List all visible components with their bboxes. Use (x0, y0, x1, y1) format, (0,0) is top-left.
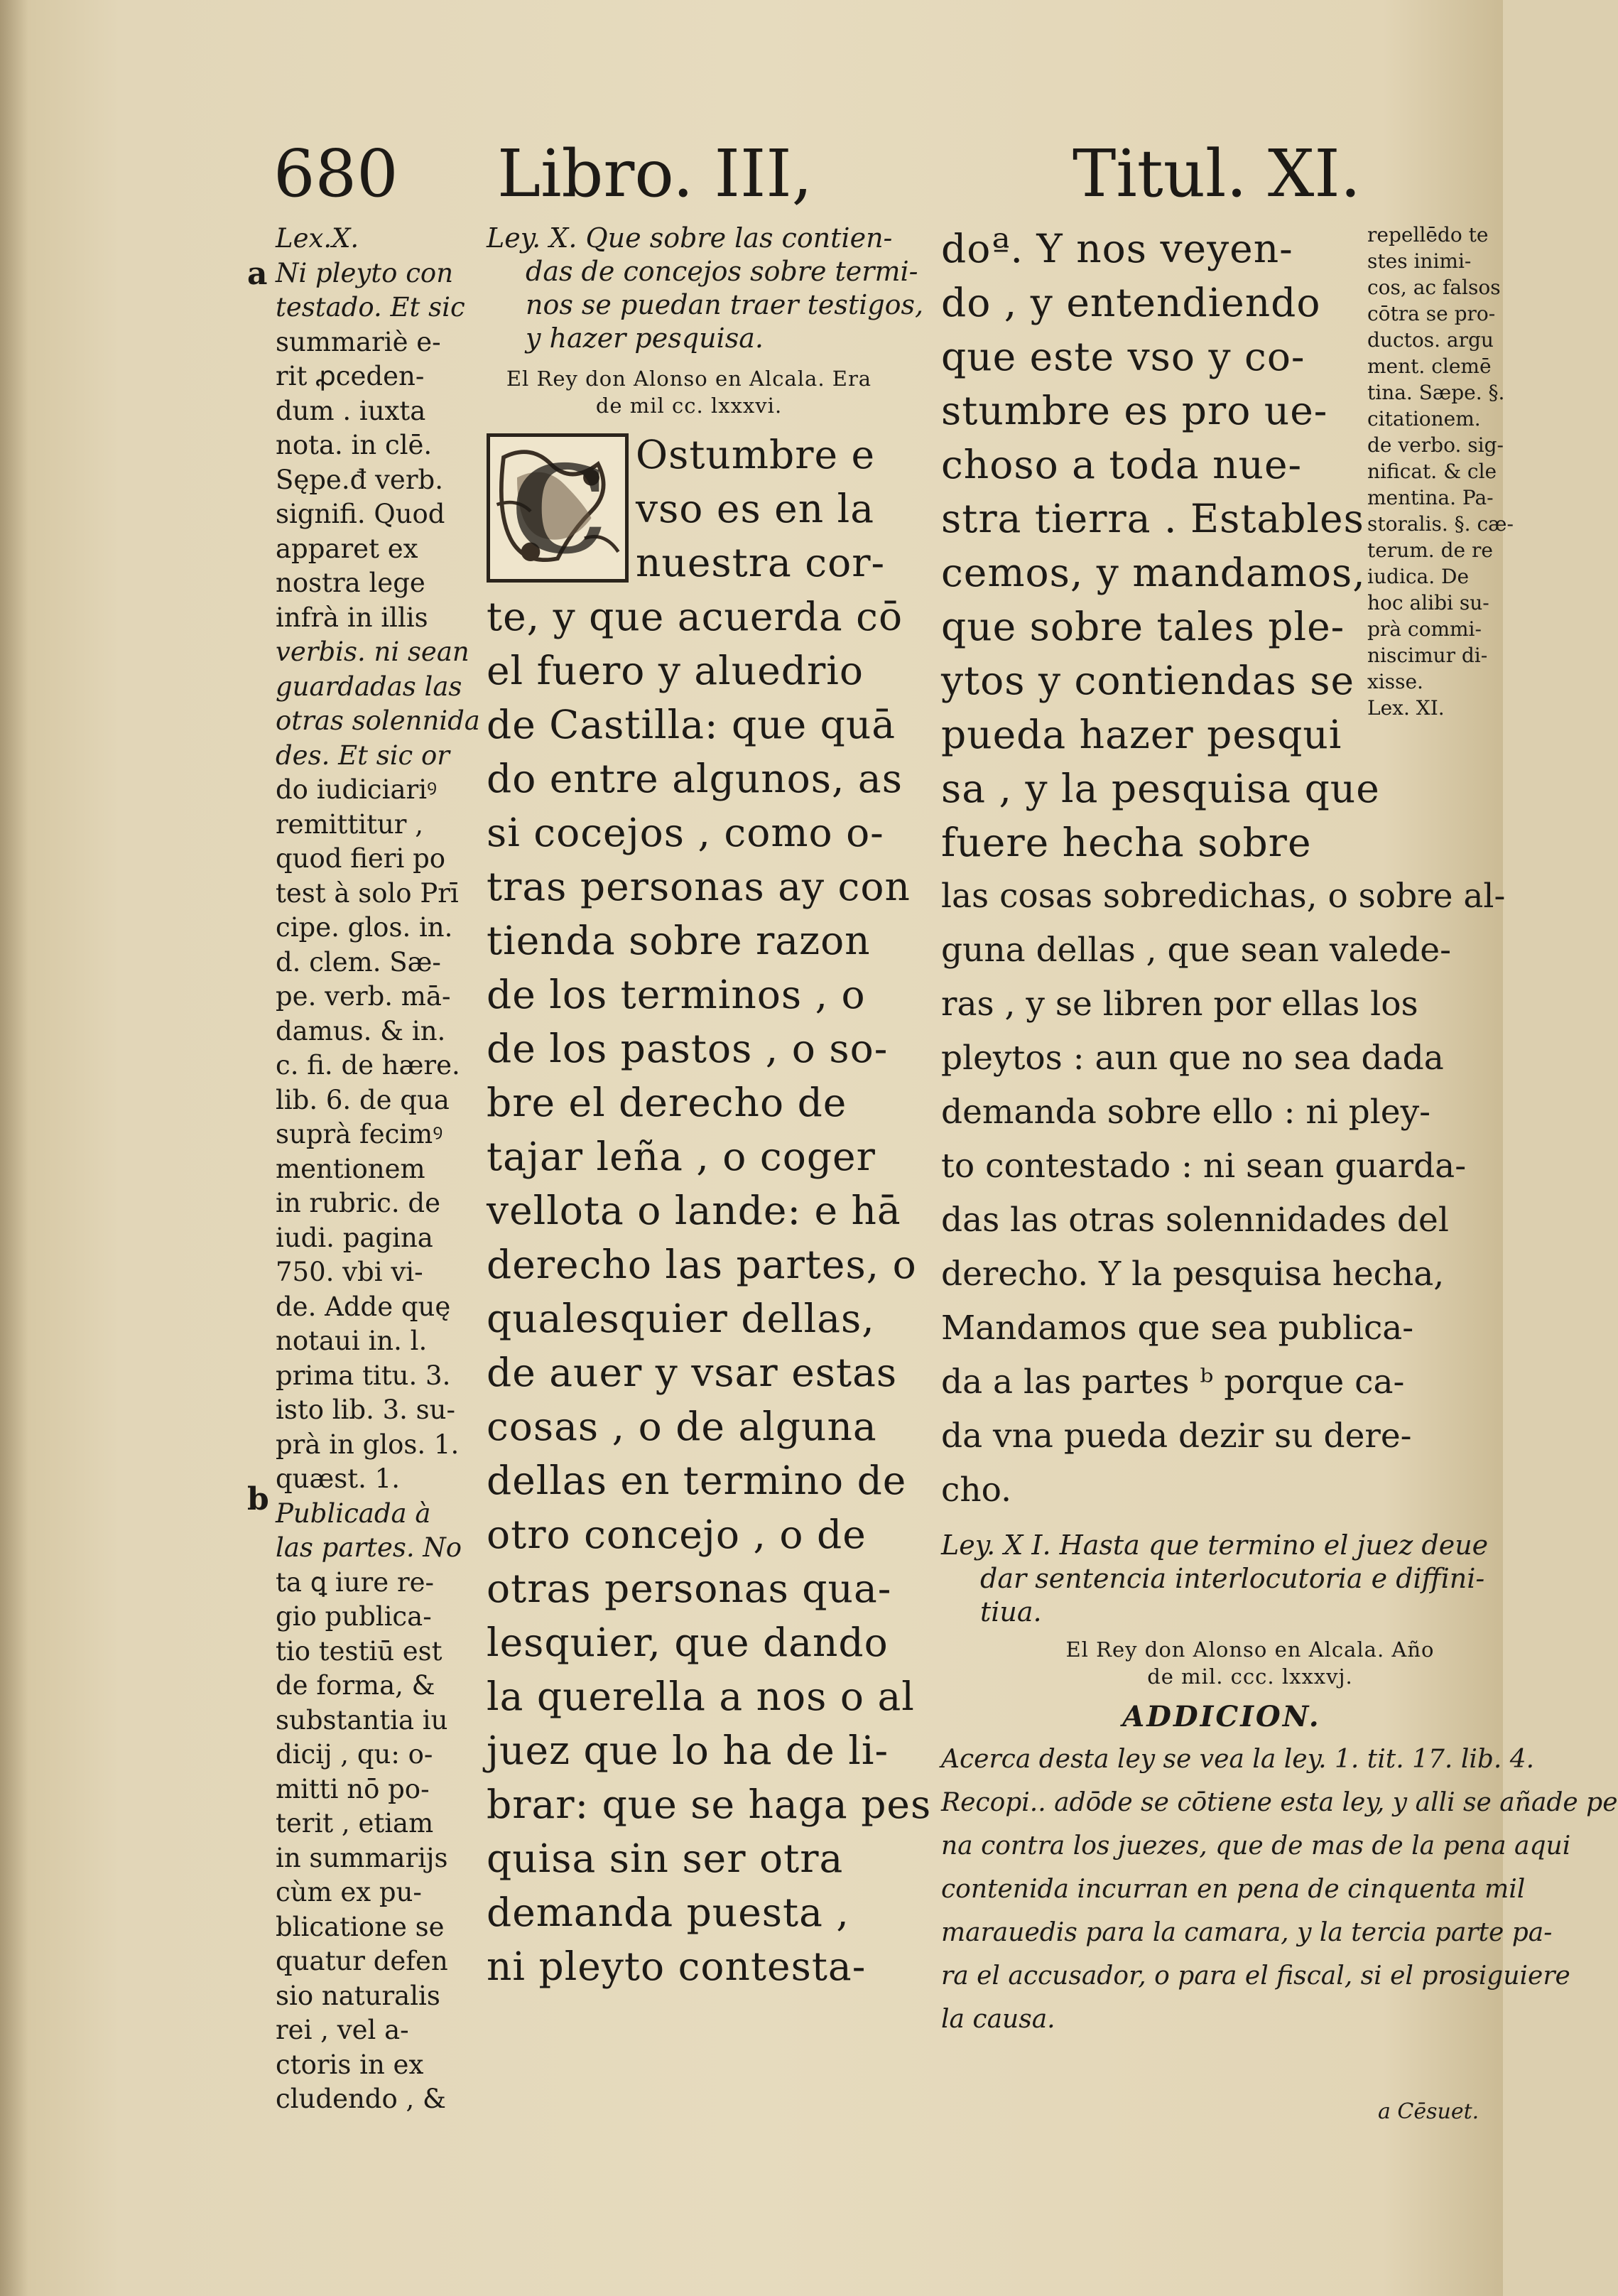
gloss-mark-a: a (247, 256, 268, 292)
rubric-line: y hazer pesquisa. (526, 323, 764, 354)
gloss-line: c. fi. de hære. (276, 1050, 460, 1081)
text-line: pueda hazer pesqui (941, 712, 1342, 757)
gloss-line: Ni pleyto con (276, 257, 454, 288)
gloss-line: de forma, & (276, 1670, 435, 1701)
addicion-line: na contra los juezes, que de mas de la pena aqui (941, 1831, 1571, 1861)
gloss-line: prima titu. 3. (276, 1360, 451, 1391)
gloss-line: notaui in. l. (276, 1326, 428, 1356)
gloss-line: tina. Sæpe. §. (1367, 381, 1505, 404)
law-x-continuation (941, 222, 1514, 1517)
law-x-rubric (487, 222, 924, 355)
gloss-line: las partes. No (276, 1532, 462, 1563)
text-line: tras personas ay con (487, 864, 911, 909)
text-line: da a las partes ᵇ porque ca- (941, 1363, 1405, 1402)
gloss-line: iudica. De (1367, 565, 1470, 588)
gloss-line: storalis. §. cæ- (1367, 512, 1514, 536)
gloss-line: in rubric. de (276, 1188, 440, 1218)
gloss-line: substantia iu (276, 1704, 448, 1735)
law-xi-rubric (941, 1529, 1502, 1629)
rubric-line: Ley. X I. Hasta que termino el juez deue (941, 1529, 1489, 1561)
text-line: vso es en la (636, 486, 874, 531)
text-line: demanda puesta , (487, 1890, 849, 1935)
gloss-line: damus. & in. (276, 1015, 446, 1046)
gloss-line: dicij , qu: o- (276, 1739, 433, 1770)
gloss-line: do iudiciariꝰ (276, 774, 438, 805)
text-line: otras personas qua- (487, 1566, 892, 1611)
text-line: ni pleyto contesta- (487, 1944, 867, 1989)
gloss-line: mentina. Pa- (1367, 486, 1494, 509)
gloss-line: Lex. XI. (1367, 696, 1445, 720)
gloss-line: de. Adde quę (276, 1291, 451, 1322)
gloss-line: quæst. 1. (276, 1463, 400, 1494)
gloss-line: terit , etiam (276, 1808, 434, 1839)
gloss-line: pe. verb. mā- (276, 981, 451, 1012)
left-marginal-gloss (276, 222, 480, 2117)
gloss-line: prà in glos. 1. (276, 1429, 460, 1460)
gloss-line: ctoris in ex (276, 2049, 424, 2080)
gloss-line: prà commi- (1367, 617, 1482, 641)
text-line: quisa sin ser otra (487, 1836, 844, 1881)
text-line: derecho las partes, o (487, 1242, 917, 1287)
text-line: si cocejos , como o- (487, 810, 884, 855)
right-column (941, 222, 1618, 2041)
gloss-line: apparet ex (276, 533, 418, 564)
text-line: choso a toda nue- (941, 442, 1303, 487)
law-x-source (487, 365, 891, 419)
gloss-line: remittitur , (276, 808, 423, 840)
text-line: juez que lo ha de li- (487, 1728, 889, 1773)
binding-shadow (0, 0, 28, 2296)
gloss-line: cipe. glos. in. (276, 912, 453, 943)
source-line: El Rey don Alonso en Alcala. Era (506, 367, 872, 391)
gloss-line: quod fieri po (276, 843, 446, 874)
text-line: derecho. Y la pesquisa hecha, (941, 1255, 1445, 1294)
gloss-line: guardadas las (276, 671, 462, 702)
middle-column (487, 222, 932, 1993)
gloss-line: mitti nō po- (276, 1773, 430, 1804)
text-line: fuere hecha sobre (941, 820, 1312, 865)
gloss-line: ductos. argu (1367, 328, 1494, 352)
gloss-line: 750. vbi vi- (276, 1257, 423, 1287)
text-line: que este vso y co- (941, 334, 1305, 379)
text-line: ytos y contiendas se (941, 658, 1355, 703)
gloss-line: gio publica- (276, 1601, 432, 1632)
text-line: das las otras solennidades del (941, 1201, 1449, 1240)
text-line: vellota o lande: e hā (487, 1188, 901, 1233)
gloss-line: nificat. & cle (1367, 460, 1497, 483)
gloss-line: dum . iuxta (276, 395, 426, 426)
law-xi-source (941, 1636, 1502, 1690)
gloss-line: infrà in illis (276, 602, 428, 633)
addicion-line: Acerca desta ley se vea la ley. 1. tit. 17. lib. 4. (941, 1745, 1535, 1774)
text-line: cho. (941, 1471, 1012, 1510)
gloss-line: d. clem. Sæ- (276, 946, 441, 978)
text-line: demanda sobre ello : ni pley- (941, 1093, 1431, 1132)
text-line: dellas en termino de (487, 1458, 907, 1503)
running-header (0, 135, 1503, 213)
gloss-line: ment. clemē (1367, 354, 1492, 378)
text-line: pleytos : aun que no sea dada (941, 1039, 1444, 1078)
gloss-line: testado. Et sic (276, 292, 465, 323)
addicion-heading: ADDICION. (1122, 1700, 1321, 1733)
gloss-line: summariè e- (276, 326, 441, 357)
text-line: Ostumbre e (636, 432, 876, 477)
text-line: to contestado : ni sean guarda- (941, 1147, 1467, 1186)
ornamental-initial (487, 433, 629, 583)
text-line: stumbre es pro ue- (941, 388, 1328, 433)
text-line: doª. Y nos veyen- (941, 226, 1293, 271)
gloss-line: cludendo , & (276, 2084, 446, 2114)
text-line: la querella a nos o al (487, 1674, 915, 1719)
gloss-line: Sępe.đ verb. (276, 464, 443, 495)
gloss-line: terum. de re (1367, 538, 1493, 562)
gloss-line: isto lib. 3. su- (276, 1395, 455, 1425)
gloss-line: hoc alibi su- (1367, 591, 1489, 614)
rubric-line: nos se puedan traer testigos, (526, 289, 924, 320)
text-line: cemos, y mandamos, (941, 550, 1366, 595)
text-line: tienda sobre razon (487, 918, 871, 963)
gloss-mark-b: b (247, 1481, 269, 1517)
gloss-line: lib. 6. de qua (276, 1084, 450, 1115)
source-line: de mil. ccc. lxxxvj. (1147, 1664, 1353, 1689)
gloss-line: cùm ex pu- (276, 1877, 422, 1907)
text-line: qualesquier dellas, (487, 1296, 875, 1341)
text-line: de los terminos , o (487, 972, 866, 1017)
rubric-line: das de concejos sobre termi- (526, 256, 918, 287)
gloss-line: test à solo Prī (276, 877, 459, 909)
gloss-line: cōtra se pro- (1367, 302, 1496, 325)
gloss-line: Publicada à (276, 1498, 431, 1529)
gloss-line: ta ꝗ iure re- (276, 1566, 435, 1598)
gloss-line: citationem. (1367, 407, 1481, 430)
gloss-line: in summarijs (276, 1842, 448, 1873)
book-heading: Libro. III, (497, 136, 813, 212)
gloss-line: niscimur di- (1367, 644, 1488, 667)
gloss-line: rit ꝓceden- (276, 361, 425, 391)
catchword: a Cēsuet. (1378, 2099, 1479, 2124)
text-line: da vna pueda dezir su dere- (941, 1417, 1412, 1456)
text-line: el fuero y aluedrio (487, 648, 864, 693)
gloss-line: mentionem (276, 1153, 425, 1184)
text-line: las cosas sobredichas, o sobre al- (941, 877, 1506, 916)
text-line: de auer y vsar estas (487, 1350, 898, 1395)
law-x-body (487, 428, 932, 1993)
text-line: lesquier, que dando (487, 1620, 889, 1665)
gloss-line: blicatione se (276, 1911, 445, 1942)
text-line: te, y que acuerda cō (487, 594, 903, 639)
addicion-line: marauedis para la camara, y la tercia parte pa- (941, 1918, 1553, 1947)
gloss-line: xisse. (1367, 670, 1423, 693)
addicion-line: Recopi.. adōde se cōtiene esta ley, y alli se añade pe (941, 1788, 1618, 1817)
text-line: brar: que se haga pes (487, 1782, 932, 1827)
text-line: do , y entendiendo (941, 280, 1321, 325)
title-heading: Titul. XI. (1073, 136, 1362, 212)
rubric-line: Ley. X. Que sobre las contien- (487, 222, 893, 254)
text-line: cosas , o de alguna (487, 1404, 877, 1449)
gloss-line: nota. in clē. (276, 430, 433, 460)
gloss-line: nostra lege (276, 568, 425, 598)
page-number: 680 (273, 136, 398, 212)
gloss-line: sio naturalis (276, 1980, 440, 2011)
gloss-line: tio testiū est (276, 1635, 442, 1667)
text-line: que sobre tales ple- (941, 604, 1345, 649)
source-line: El Rey don Alonso en Alcala. Año (1065, 1637, 1435, 1662)
text-line: Mandamos que sea publica- (941, 1309, 1414, 1348)
gloss-line: rei , vel a- (276, 2015, 409, 2045)
text-line: guna dellas , que sean valede- (941, 931, 1451, 970)
gloss-line: de verbo. sig- (1367, 433, 1504, 457)
gloss-line: stes inimi- (1367, 249, 1472, 273)
gloss-line: repellēdo te (1367, 223, 1489, 247)
gloss-line: verbis. ni sean (276, 637, 469, 667)
text-line: stra tierra . Estables (941, 496, 1364, 541)
gloss-line: otras solennida (276, 705, 480, 736)
addicion-line: la causa. (941, 2005, 1055, 2034)
gloss-line: signifi. Quod (276, 499, 445, 529)
gloss-line: cos, ac falsos (1367, 276, 1501, 299)
gloss-line: iudi. pagina (276, 1222, 433, 1253)
text-line: nuestra cor- (636, 540, 886, 585)
gloss-line: Lex.X. (276, 223, 359, 254)
rubric-line: tiua. (980, 1596, 1042, 1628)
text-line: de los pastos , o so- (487, 1026, 889, 1071)
gloss-line: suprà fecimꝰ (276, 1119, 443, 1149)
text-line: sa , y la pesquisa que (941, 766, 1380, 811)
rubric-line: dar sentencia interlocutoria e diffini- (980, 1563, 1485, 1594)
text-line: do entre algunos, as (487, 756, 903, 801)
addicion-text (941, 1738, 1618, 2041)
source-line: de mil cc. lxxxvi. (595, 394, 783, 418)
text-line: tajar leña , o coger (487, 1134, 876, 1179)
text-line: bre el derecho de (487, 1080, 847, 1125)
gloss-line: quatur defen (276, 1946, 448, 1976)
addicion-line: ra el accusador, o para el fiscal, si el prosiguiere (941, 1961, 1570, 1991)
text-line: de Castilla: que quā (487, 702, 896, 747)
gloss-line: des. Et sic or (276, 740, 450, 771)
initial-letter: C (511, 439, 609, 581)
addicion-line: contenida incurran en pena de cinquenta mil (941, 1875, 1526, 1904)
text-line: otro concejo , o de (487, 1512, 867, 1557)
text-line: ras , y se libren por ellas los (941, 985, 1418, 1024)
